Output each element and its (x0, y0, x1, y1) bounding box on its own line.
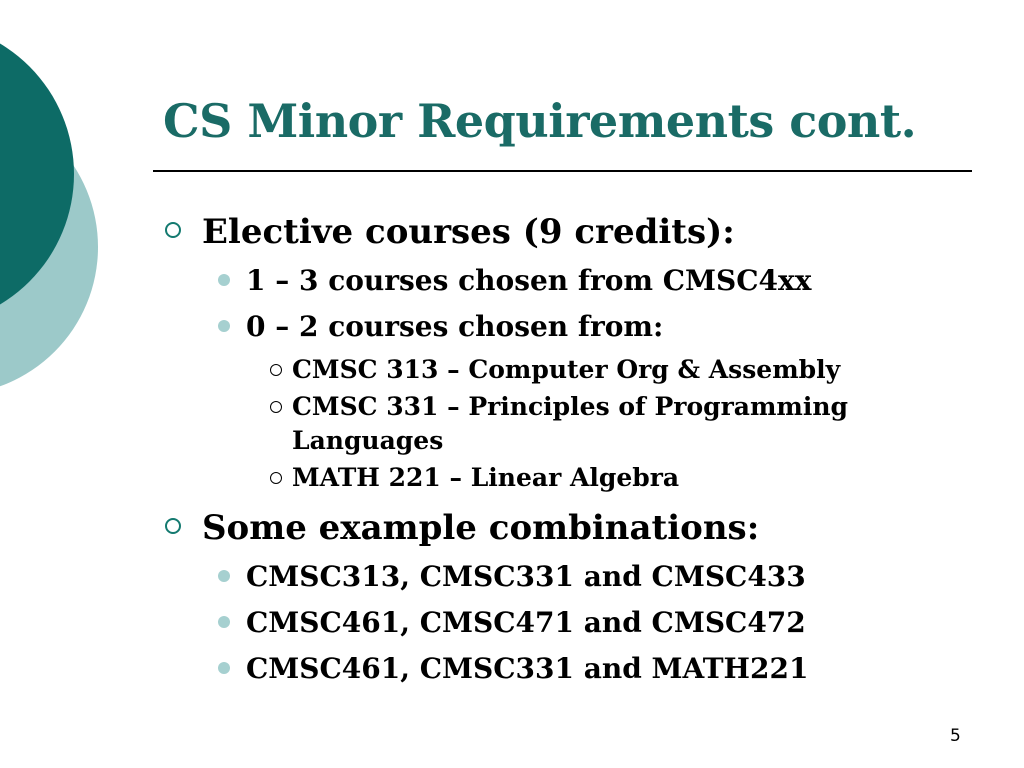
ring-bullet-icon (165, 518, 181, 534)
list-item-text: CMSC313, CMSC331 and CMSC433 (246, 560, 806, 593)
dot-bullet-icon (218, 662, 230, 674)
sublist-item-cmsc331 (160, 390, 980, 458)
small-ring-bullet-icon (270, 364, 282, 376)
page-number: 5 (950, 726, 961, 746)
decorative-circles (0, 0, 120, 420)
sublist-item-math221 (160, 461, 980, 495)
sublist-item-continuation: Languages (292, 426, 444, 455)
slide-body (160, 206, 980, 692)
slide-title: CS Minor Requirements cont. (163, 94, 917, 148)
sublist-item-text: CMSC 331 – Principles of Programming (292, 392, 849, 421)
sublist-item-text: CMSC 313 – Computer Org & Assembly (292, 355, 841, 384)
list-item-text: 1 – 3 courses chosen from CMSC4xx (246, 264, 812, 297)
ring-bullet-icon (165, 222, 181, 238)
list-item-cmsc4xx (160, 258, 980, 304)
dot-bullet-icon (218, 320, 230, 332)
section-heading-examples (160, 502, 980, 554)
section-heading-text: Elective courses (9 credits): (202, 212, 735, 252)
sublist-item-text: MATH 221 – Linear Algebra (292, 463, 680, 492)
list-item-combination-3 (160, 646, 980, 692)
list-item-text: 0 – 2 courses chosen from: (246, 310, 664, 343)
list-item-text: CMSC461, CMSC471 and CMSC472 (246, 606, 806, 639)
list-item-text: CMSC461, CMSC331 and MATH221 (246, 652, 809, 685)
list-item-chosen-from (160, 304, 980, 350)
dot-bullet-icon (218, 570, 230, 582)
list-item-combination-1 (160, 554, 980, 600)
sublist-item-cmsc313 (160, 353, 980, 387)
small-ring-bullet-icon (270, 472, 282, 484)
section-heading-text: Some example combinations: (202, 508, 760, 548)
title-divider (153, 170, 972, 172)
list-item-combination-2 (160, 600, 980, 646)
section-heading-electives (160, 206, 980, 258)
dot-bullet-icon (218, 616, 230, 628)
small-ring-bullet-icon (270, 401, 282, 413)
dot-bullet-icon (218, 274, 230, 286)
